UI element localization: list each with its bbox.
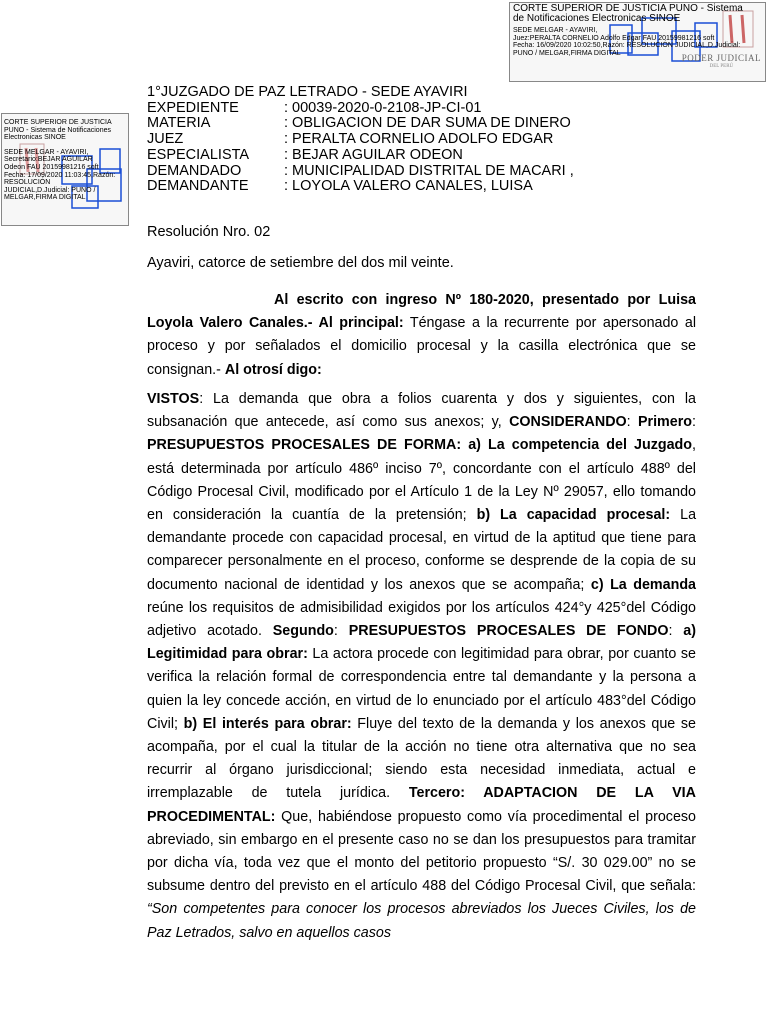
paragraph-vistos: [147, 388, 696, 945]
header-label: MATERIA: [147, 115, 211, 132]
para2-text: La demandante procede con capacidad procesal, en virtud de la aptitud que tiene para comparecer personalmente en el proceso, conforme se desprende de la copia de su documento nacional de identidad y los anexos que se acompaña;: [147, 507, 697, 593]
interes-heading: b) El interés para obrar:: [183, 715, 352, 732]
case-header: [147, 85, 574, 195]
header-label: ESPECIALISTA: [147, 146, 250, 163]
header-value: : 00039-2020-0-2108-JP-CI-01: [284, 99, 482, 116]
court-name: 1°JUZGADO DE PAZ LETRADO - SEDE AYAVIRI: [147, 84, 468, 100]
header-value: : MUNICIPALIDAD DISTRITAL DE MACARI ,: [284, 162, 574, 179]
stamp-top-line-3: SEDE MELGAR - AYAVIRI,: [513, 27, 598, 34]
stamp-top-line-2: de Notificaciones Electronicas SINOE: [513, 12, 681, 24]
header-label: EXPEDIENTE: [147, 99, 239, 116]
stamp-left-line-7: Fecha: 17/09/2020 11:03:45,Razón:: [4, 171, 116, 179]
para2-text: :: [692, 414, 697, 431]
legal-quote: “Son competentes para conocer los procesos abreviados los Jueces Civiles, los de Paz Letrados, salvo en aquellos casos: [147, 901, 696, 941]
header-row-especialista: [147, 148, 574, 164]
para2-text: : La demanda que obra a folios cuarenta y dos y siguientes, con la subsanación que antecede, así como sus anexos; y,: [147, 391, 696, 431]
header-value: : BEJAR AGUILAR ODEON: [284, 146, 463, 163]
header-label: DEMANDANTE: [147, 178, 249, 195]
digital-signature-stamp-judge: [509, 2, 766, 82]
digital-signature-stamp-secretary: [1, 113, 129, 226]
segundo-label: Segundo: [272, 623, 334, 640]
para2-text: :: [668, 623, 684, 640]
paragraph-escrito: [147, 289, 696, 382]
stamp-left-line-10: MELGAR,FIRMA DIGITAL: [4, 194, 86, 202]
para2-text: La actora procede con legitimidad para obrar, por cuanto se verifica la relación formal de correspondencia entre tal demandante y la persona a quien la ley concede acción, en virtud de lo enunciado por el artículo 483°del Código Civil;: [147, 646, 696, 732]
header-value: : PERALTA CORNELIO ADOLFO EDGAR: [284, 131, 554, 148]
para2-text: , está determinada por artículo 486º inciso 7º, concordante con el artículo 488º del Código Procesal Civil, modificado por el Artículo 1 de la Ley Nº 29057, ello tomando en consideración la cuantía de la pretensión;: [147, 437, 696, 524]
header-row-demandante: [147, 179, 574, 195]
para2-text: Fluye del texto de la demanda y los anexos que se acompaña, por el cual la titular de la acción no tiene otra alternativa que no sea recurrir al órgano jurisdiccional; siendo esta necesidad inmediata, actual e irremplazable de tutela jurídica.: [147, 715, 697, 802]
tercero-heading: Tercero: ADAPTACION DE LA VIA PROCEDIMENTAL:: [147, 785, 696, 825]
header-label: DEMANDADO: [147, 162, 242, 179]
vistos-label: VISTOS: [147, 391, 200, 407]
header-row-demandado: [147, 164, 574, 180]
primero-label: Primero: [637, 414, 693, 431]
stamp-left-line-6: Odeon FAU 20159981216 soft: [4, 163, 99, 171]
para2-text: :: [626, 414, 638, 431]
demanda-heading: c) La demanda: [590, 576, 696, 593]
para2-text: Que, habiéndose propuesto como vía procedimental el proceso abreviado, sin embargo en el presente caso no se dan los presupuestos para tramitar por dicha vía, toda vez que el monto del petitorio propuesto “S/. 30 029.00” no se subsume dentro del previsto en el artículo 488 del Código Procesal Civil, que señala:: [147, 808, 696, 895]
stamp-left-line-1: CORTE SUPERIOR DE JUSTICIA: [4, 119, 112, 126]
para2-text: :: [333, 623, 349, 640]
poder-judicial-logo: [682, 55, 761, 70]
header-row-materia: [147, 116, 574, 132]
resolution-number: Resolución Nro. 02: [147, 224, 271, 240]
considerando-label: CONSIDERANDO: [509, 414, 627, 431]
header-row-expediente: [147, 101, 574, 117]
para2-text: reúne los requisitos de admisibilidad exigidos por los artículos 424°y 425°del Código adjetivo acotado.: [147, 599, 696, 640]
date-line: Ayaviri, catorce de setiembre del dos mil veinte.: [147, 255, 454, 271]
stamp-left-line-4: SEDE MELGAR - AYAVIRI,: [4, 148, 89, 156]
stamp-top-line-6: PUNO / MELGAR,FIRMA DIGITAL: [513, 49, 621, 57]
stamp-top-line-1: CORTE SUPERIOR DE JUSTICIA PUNO - Sistema: [513, 3, 743, 14]
fondo-heading: PRESUPUESTOS PROCESALES DE FONDO: [348, 623, 669, 640]
para1-text-1: Téngase a la recurrente por apersonado al proceso y por señalados el domicilio procesal y la casilla electrónica que se consignan.-: [147, 315, 697, 378]
stamp-top-line-5: Fecha: 16/09/2020 10:02:50,Razón: RESOLUCIÓN JUDICIAL,D.Judicial:: [513, 42, 741, 49]
capacidad-heading: b) La capacidad procesal:: [476, 507, 671, 524]
legitimidad-heading: a) Legitimidad para obrar:: [147, 623, 696, 663]
para1-bold-2: Al otrosí digo:: [224, 361, 322, 378]
stamp-left-line-2: PUNO - Sistema de Notificaciones: [4, 126, 111, 134]
stamp-left-line-5: Secretario:BEJAR AGUILAR: [4, 156, 93, 164]
para1-bold-1: Al escrito con ingreso Nº 180-2020, presentado por Luisa Loyola Valero Canales.- Al principal:: [147, 292, 696, 332]
header-value: : OBLIGACION DE DAR SUMA DE DINERO: [284, 115, 571, 132]
header-value: : LOYOLA VALERO CANALES, LUISA: [284, 178, 533, 195]
logo-sub: DEL PERÚ: [709, 63, 734, 69]
forma-heading: PRESUPUESTOS PROCESALES DE FORMA: a) La competencia del Juzgado: [147, 437, 693, 454]
header-row-juez: [147, 132, 574, 148]
logo-name: PODER JUDICIAL: [681, 53, 761, 63]
stamp-left-line-9: JUDICIAL,D.Judicial: PUNO /: [4, 186, 96, 194]
stamp-left-line-3: Electronicas SINOE: [4, 134, 66, 142]
stamp-top-line-4: Juez:PERALTA CORNELIO Adolfo Edgar FAU 20159981216 soft: [513, 34, 715, 42]
header-label: JUEZ: [147, 131, 184, 148]
stamp-left-line-8: RESOLUCIÓN: [4, 179, 51, 187]
